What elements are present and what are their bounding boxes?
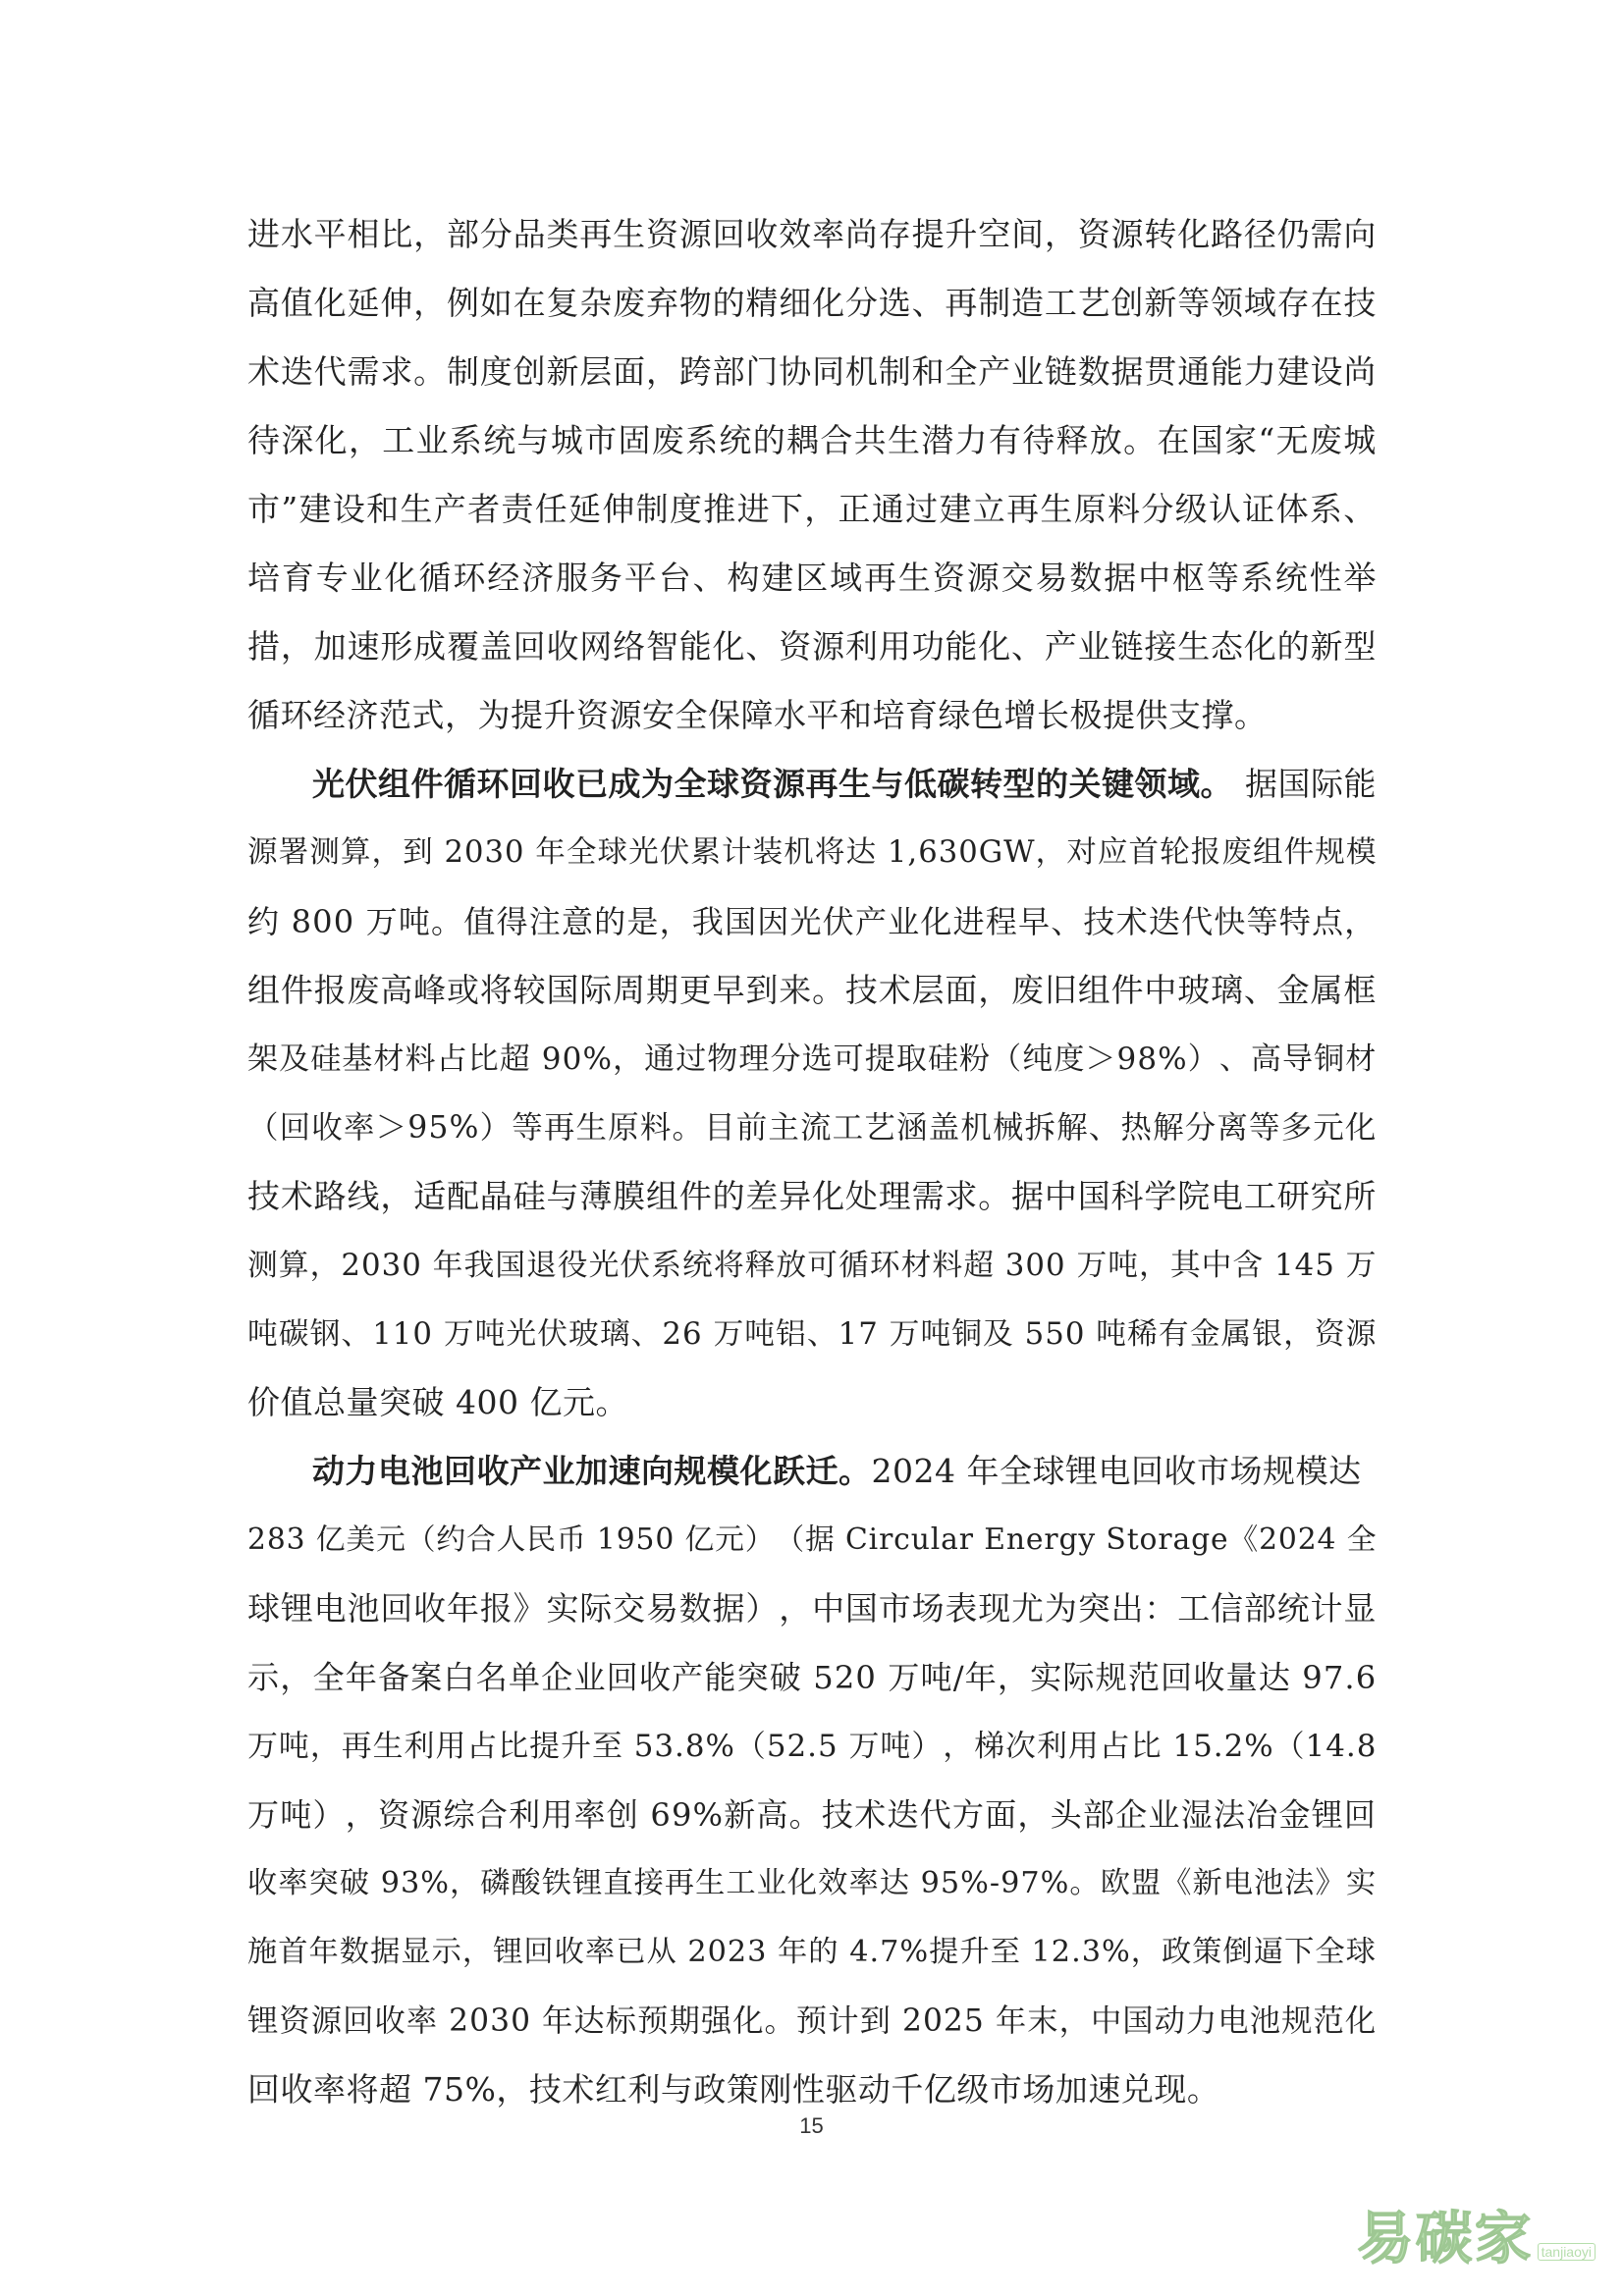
text-line-first xyxy=(247,1437,1377,1506)
text-line: 组 件 报 废 高 峰 或 将 较 国 际 周 期 更 早 到 来 。 技 术 层 面 ， 废 旧 组 件 中 玻 璃 、 金 属 框 xyxy=(247,971,1377,1009)
watermark xyxy=(1357,2192,1596,2274)
text-line: 测 算 ， 2 0 3 0 年 我 国 退 役 光 伏 系 统 将 释 放 可 循 环 材 料 超 3 0 0 万 吨 ， 其 中 含 1 4 5 万 xyxy=(247,1248,1377,1283)
text-line: 市 ” 建 设 和 生 产 者 责 任 延 伸 制 度 推 进 下 ， 正 通 过 建 立 再 生 原 料 分 级 认 证 体 系 、 xyxy=(247,490,1377,528)
text-line: 锂 资 源 回 收 率 2 0 3 0 年 达 标 预 期 强 化 。 预 计 到 2 0 2 5 年 末 ， 中 国 动 力 电 池 规 范 化 xyxy=(247,2003,1377,2039)
watermark-url: tanjiaoyi xyxy=(1538,2243,1596,2261)
paragraph-battery-recycling xyxy=(247,1437,1377,2124)
paragraph-lead-bold: 动力电池回收产业加速向规模化跃迁。 xyxy=(312,1452,872,1490)
page-number: 15 xyxy=(799,2113,824,2138)
text-line: 进 水 平 相 比 ， 部 分 品 类 再 生 资 源 回 收 效 率 尚 存 提 升 空 间 ， 资 源 转 化 路 径 仍 需 向 xyxy=(247,215,1377,253)
paragraph-lead-bold: 光伏组件循环回收已成为全球资源再生与低碳转型的关键领域。 xyxy=(312,765,1233,803)
watermark-logo: 易碳家 xyxy=(1356,2205,1534,2271)
text-line: 技 术 路 线 ， 适 配 晶 硅 与 薄 膜 组 件 的 差 异 化 处 理 需 求 。 据 中 国 科 学 院 电 工 研 究 所 xyxy=(247,1177,1377,1215)
text-line: 架 及 硅 基 材 料 占 比 超 9 0 % ， 通 过 物 理 分 选 可 提 取 硅 粉 （ 纯 度 ＞ 9 8 % ） 、 高 导 铜 材 xyxy=(247,1041,1377,1077)
text-line: 价值总量突破 400 亿元。 xyxy=(247,1383,628,1421)
text-line: 高 值 化 延 伸 ， 例 如 在 复 杂 废 弃 物 的 精 细 化 分 选 、 再 制 造 工 艺 创 新 等 领 域 存 在 技 xyxy=(247,284,1377,322)
text-line: 2 8 3 亿 美 元 （ 约 合 人 民 币 1 9 5 0 亿 元 ） （ 据 C i r c u l a r E n e r g y S t o r a g e 《 2 0 2 4 全 xyxy=(247,1522,1377,1557)
paragraph-continuation xyxy=(247,200,1377,750)
text-line-first xyxy=(247,750,1377,819)
text-line: 培 育 专 业 化 循 环 经 济 服 务 平 台 、 构 建 区 域 再 生 资 源 交 易 数 据 中 枢 等 系 统 性 举 xyxy=(247,559,1377,597)
text-line: 源 署 测 算 ， 到 2 0 3 0 年 全 球 光 伏 累 计 装 机 将 达 1 , 6 3 0 G W ， 对 应 首 轮 报 废 组 件 规 模 xyxy=(247,835,1377,870)
text-line: （ 回 收 率 ＞ 9 5 % ） 等 再 生 原 料 。 目 前 主 流 工 艺 涵 盖 机 械 拆 解 、 热 解 分 离 等 多 元 化 xyxy=(247,1110,1377,1146)
text-line: 吨 碳 钢 、 1 1 0 万 吨 光 伏 玻 璃 、 2 6 万 吨 铝 、 1 7 万 吨 铜 及 5 5 0 吨 稀 有 金 属 银 ， 资 源 xyxy=(247,1316,1377,1352)
text-line: 球 锂 电 池 回 收 年 报 》 实 际 交 易 数 据 ） ， 中 国 市 场 表 现 尤 为 突 出 ： 工 信 部 统 计 显 xyxy=(247,1589,1377,1628)
paragraph-lead-rest: 据国际能 xyxy=(1245,765,1377,803)
text-line: 万 吨 ） ， 资 源 综 合 利 用 率 创 6 9 % 新 高 。 技 术 迭 代 方 面 ， 头 部 企 业 湿 法 冶 金 锂 回 xyxy=(247,1796,1377,1834)
text-line: 施 首 年 数 据 显 示 ， 锂 回 收 率 已 从 2 0 2 3 年 的 4 . 7 % 提 升 至 1 2 . 3 % ， 政 策 倒 逼 下 全 球 xyxy=(247,1935,1377,1969)
paragraph-lead-rest: 2024 年全球锂电回收市场规模达 xyxy=(871,1452,1362,1490)
paragraph-pv-recycling xyxy=(247,750,1377,1437)
body-text xyxy=(247,200,1377,2124)
text-line: 示 ， 全 年 备 案 白 名 单 企 业 回 收 产 能 突 破 5 2 0 万 吨 / 年 ， 实 际 规 范 回 收 量 达 9 7 . 6 xyxy=(247,1659,1377,1696)
text-line: 术 迭 代 需 求 。 制 度 创 新 层 面 ， 跨 部 门 协 同 机 制 和 全 产 业 链 数 据 贯 通 能 力 建 设 尚 xyxy=(247,352,1377,391)
text-line: 措 ， 加 速 形 成 覆 盖 回 收 网 络 智 能 化 、 资 源 利 用 功 能 化 、 产 业 链 接 生 态 化 的 新 型 xyxy=(247,627,1377,666)
text-line: 约 8 0 0 万 吨 。 值 得 注 意 的 是 ， 我 国 因 光 伏 产 业 化 进 程 早 、 技 术 迭 代 快 等 特 点 ， xyxy=(247,903,1377,940)
text-line: 循环经济范式，为提升资源安全保障水平和培育绿色增长极提供支撑。 xyxy=(247,696,1268,734)
text-line: 收 率 突 破 9 3 % ， 磷 酸 铁 锂 直 接 再 生 工 业 化 效 率 达 9 5 % - 9 7 % 。 欧 盟 《 新 电 池 法 》 实 xyxy=(247,1866,1377,1900)
text-line: 回收率将超 75%，技术红利与政策刚性驱动千亿级市场加速兑现。 xyxy=(247,2070,1220,2109)
text-line: 万 吨 ， 再 生 利 用 占 比 提 升 至 5 3 . 8 % （ 5 2 . 5 万 吨 ） ， 梯 次 利 用 占 比 1 5 . 2 % （ 1 4 . 8 xyxy=(247,1729,1377,1764)
text-line: 待 深 化 ， 工 业 系 统 与 城 市 固 废 系 统 的 耦 合 共 生 潜 力 有 待 释 放 。 在 国 家 “ 无 废 城 xyxy=(247,421,1377,459)
